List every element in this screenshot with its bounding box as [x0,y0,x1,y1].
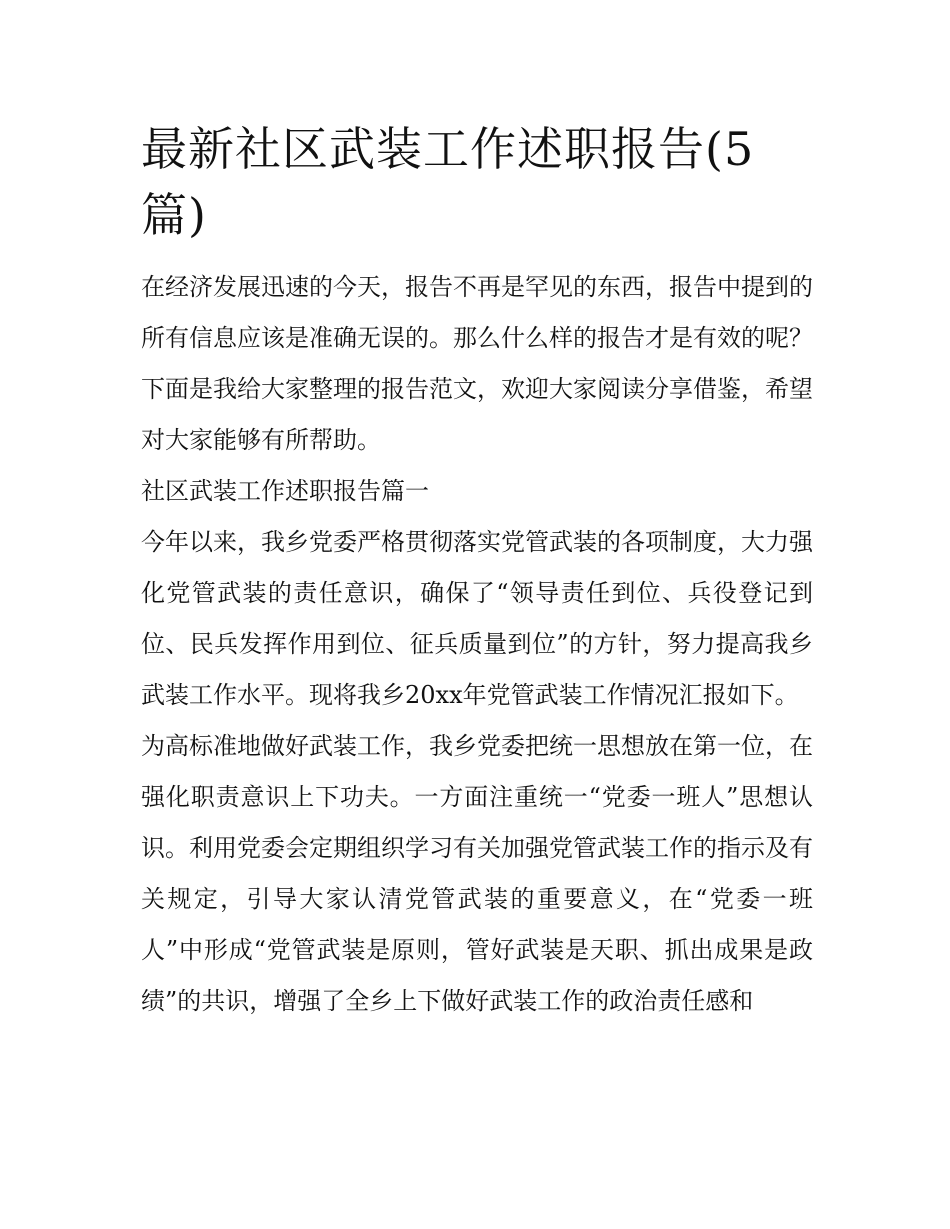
intro-paragraph: 在经济发展迅速的今天，报告不再是罕见的东西，报告中提到的所有信息应该是准确无误的。那么什么样的报告才是有效的呢？下面是我给大家整理的报告范文，欢迎大家阅读分享借鉴，希望对大家能够有所帮助。 [141,273,813,454]
body-paragraph-1: 今年以来，我乡党委严格贯彻落实党管武装的各项制度，大力强化党管武装的责任意识，确保了“领导责任到位、兵役登记到位、民兵发挥作用到位、征兵质量到位”的方针，努力提高我乡武装工作水平。现将我乡20xx年党管武装工作情况汇报如下。 [141,528,813,709]
body-paragraph-2: 为高标准地做好武装工作，我乡党委把统一思想放在第一位，在强化职责意识上下功夫。一方面注重统一“党委一班人”思想认识。利用党委会定期组织学习有关加强党管武装工作的指示及有关规定，引导大家认清党管武装的重要意义，在“党委一班人”中形成“党管武装是原则，管好武装是天职、抓出成果是政绩”的共识，增强了全乡上下做好武装工作的政治责任感和 [141,732,813,1015]
document-body [141,116,813,1027]
section-heading: 社区武装工作述职报告篇一 [141,477,429,505]
document-title: 最新社区武装工作述职报告(5篇) [141,122,755,242]
